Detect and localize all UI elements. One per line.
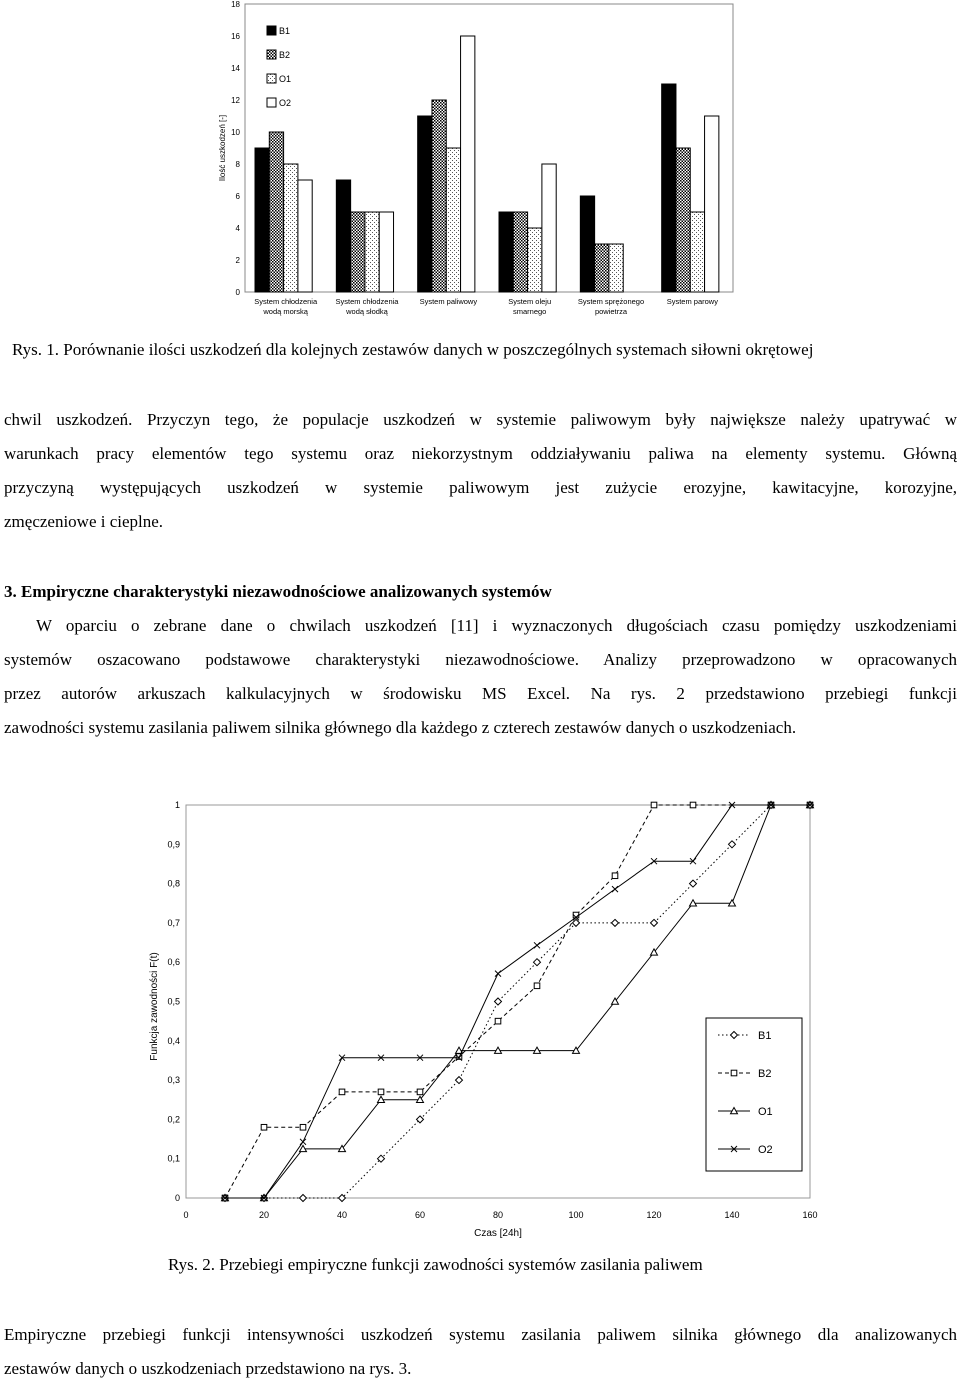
data-point-B2 — [534, 983, 540, 989]
y-axis-label: Funkcja zawodności F(t) — [149, 952, 160, 1061]
y-tick-label: 0 — [174, 1193, 180, 1203]
bar-B1 — [418, 116, 432, 292]
bar-B2 — [513, 212, 527, 292]
y-tick-label: 0,1 — [167, 1153, 180, 1164]
paragraph-3 — [4, 1318, 957, 1386]
legend-label: O2 — [758, 1144, 773, 1156]
data-point-B1 — [690, 880, 697, 887]
y-tick-label: 16 — [231, 32, 240, 41]
bar-B1 — [580, 196, 594, 292]
bar-B2 — [351, 212, 365, 292]
bar-O1 — [609, 244, 623, 292]
bar-O2 — [542, 164, 556, 292]
y-tick-label: 0,3 — [167, 1075, 180, 1086]
text-line: W oparciu o zebrane dane o chwilach uszkodzeń [11] i wyznaczonych długościach czasu pomiędzy uszkodzeniami — [36, 616, 957, 635]
data-point-B2 — [261, 1124, 267, 1130]
y-tick-label: 2 — [235, 256, 240, 265]
data-point-B2 — [651, 802, 657, 808]
legend-marker — [731, 1070, 737, 1076]
y-tick-label: 18 — [231, 0, 240, 9]
x-category-label: wodą morską — [263, 307, 308, 316]
y-tick-label: 0,2 — [167, 1114, 180, 1125]
text-line: systemów oszacowano podstawowe charakterystyki niezawodnościowe. Analizy przeprowadzono w opracowanych — [4, 650, 957, 669]
legend-label: O1 — [279, 74, 292, 84]
bar-chart-figure-1 — [200, 0, 740, 330]
data-point-B2 — [495, 1018, 501, 1024]
bar-B2 — [595, 244, 609, 292]
text-line: chwil uszkodzeń. Przyczyn tego, że populacje uszkodzeń w systemie paliwowym były największe należy upatrywać w — [4, 410, 957, 429]
y-tick-label: 0,9 — [167, 839, 180, 850]
x-tick-label: 60 — [414, 1210, 426, 1220]
x-category-label: System chłodzenia — [335, 297, 399, 306]
x-tick-label: 80 — [492, 1210, 504, 1220]
y-tick-label: 0,5 — [167, 996, 180, 1007]
data-point-B2 — [339, 1089, 345, 1095]
bar-B2 — [269, 132, 283, 292]
legend-label: B2 — [279, 50, 291, 60]
x-category-label: System parowy — [666, 297, 718, 306]
bar-O2 — [705, 116, 719, 292]
x-tick-label: 20 — [258, 1210, 270, 1220]
data-point-B2 — [300, 1124, 306, 1130]
y-tick-label: 0,7 — [167, 917, 180, 928]
bar-O2 — [379, 212, 393, 292]
data-point-B2 — [378, 1089, 384, 1095]
bar-O1 — [690, 212, 704, 292]
x-category-label: System paliwowy — [419, 297, 478, 306]
data-point-B1 — [729, 841, 736, 848]
x-tick-label: 120 — [646, 1210, 662, 1220]
bar-O1 — [446, 148, 460, 292]
y-tick-label: 8 — [235, 160, 240, 169]
legend-label: B1 — [758, 1030, 772, 1042]
bar-O1 — [284, 164, 298, 292]
text-line: przez autorów arkuszach kalkulacyjnych w środowisku MS Excel. Na rys. 2 przedstawiono przebiegi funkcji — [4, 684, 957, 703]
x-category-label: System oleju — [508, 297, 552, 306]
legend-swatch-O2 — [267, 98, 276, 107]
x-tick-label: 100 — [568, 1210, 584, 1220]
plot-area — [245, 4, 733, 292]
data-point-B1 — [495, 998, 502, 1005]
text-line: warunkach pracy elementów tego systemu oraz niekorzystnym oddziaływaniu paliwa na elementy systemu. Główną — [4, 444, 957, 463]
bar-O1 — [528, 228, 542, 292]
bar-O2 — [461, 36, 475, 292]
x-category-label: smarnego — [512, 307, 547, 316]
bar-B1 — [336, 180, 350, 292]
bar-O2 — [298, 180, 312, 292]
paragraph-2 — [4, 609, 957, 745]
bar-B2 — [432, 100, 446, 292]
x-category-label: System chłodzenia — [254, 297, 318, 306]
figure-2-caption: Rys. 2. Przebiegi empiryczne funkcji zawodności systemów zasilania paliwem — [168, 1255, 703, 1274]
legend-label: O1 — [758, 1106, 773, 1118]
text-line: zmęczeniowe i cieplne. — [4, 512, 164, 531]
bar-B1 — [255, 148, 269, 292]
legend-swatch-B2 — [267, 50, 276, 59]
legend-swatch-O1 — [267, 74, 276, 83]
bar-B1 — [499, 212, 513, 292]
y-tick-label: 10 — [231, 128, 240, 137]
legend-label: O2 — [279, 98, 292, 108]
x-category-label: System sprężonego — [577, 297, 645, 306]
x-tick-label: 40 — [336, 1210, 348, 1220]
data-point-B2 — [612, 873, 618, 879]
paragraph-1 — [4, 403, 957, 539]
y-tick-label: 0,6 — [167, 957, 180, 968]
text-line: przyczyną występujących uszkodzeń w systemie paliwowym jest zużycie erozyjne, kawitacyjne, korozyjne, — [4, 478, 957, 497]
x-tick-label: 140 — [724, 1210, 740, 1220]
y-tick-label: 6 — [235, 192, 240, 201]
figure-1-caption: Rys. 1. Porównanie ilości uszkodzeń dla kolejnych zestawów danych w poszczególnych systemach siłowni okrętowej — [12, 340, 814, 359]
y-axis-label: Ilość uszkodzeń [-] — [218, 114, 227, 182]
data-point-B1 — [300, 1195, 307, 1202]
bar-B1 — [662, 84, 676, 292]
x-tick-label: 160 — [802, 1210, 818, 1220]
data-point-B2 — [690, 802, 696, 808]
data-point-B2 — [417, 1089, 423, 1095]
x-axis-label: Czas [24h] — [474, 1228, 522, 1239]
data-point-B1 — [612, 919, 619, 926]
y-tick-label: 0,8 — [167, 878, 180, 889]
legend-swatch-B1 — [267, 26, 276, 35]
legend — [706, 1018, 802, 1171]
x-category-label: powietrza — [594, 307, 628, 316]
data-point-B1 — [456, 1077, 463, 1084]
legend — [267, 26, 291, 108]
y-tick-label: 12 — [231, 96, 240, 105]
y-tick-label: 4 — [235, 224, 240, 233]
y-tick-label: 14 — [231, 64, 240, 73]
y-tick-label: 0 — [235, 288, 240, 297]
x-category-label: wodą słodką — [346, 307, 388, 316]
bar-O1 — [365, 212, 379, 292]
legend-box — [706, 1018, 802, 1171]
legend-label: B1 — [279, 26, 291, 36]
data-point-B1 — [534, 959, 541, 966]
line-chart-figure-2 — [140, 790, 840, 1250]
section-heading: 3. Empiryczne charakterystyki niezawodnościowe analizowanych systemów — [4, 582, 552, 601]
text-line: zawodności systemu zasilania paliwem silnika głównego dla każdego z czterech zestawów danych o uszkodzeniach. — [4, 718, 797, 737]
data-point-B1 — [651, 919, 658, 926]
bar-B2 — [676, 148, 690, 292]
text-line: Empiryczne przebiegi funkcji intensywności uszkodzeń systemu zasilania paliwem silnika głównego dla analizowanych — [4, 1325, 957, 1344]
text-line: zestawów danych o uszkodzeniach przedstawiono na rys. 3. — [4, 1359, 412, 1378]
y-tick-label: 1 — [174, 800, 180, 810]
y-tick-label: 0,4 — [167, 1035, 180, 1046]
legend-label: B2 — [758, 1068, 772, 1080]
x-tick-label: 0 — [183, 1210, 189, 1220]
